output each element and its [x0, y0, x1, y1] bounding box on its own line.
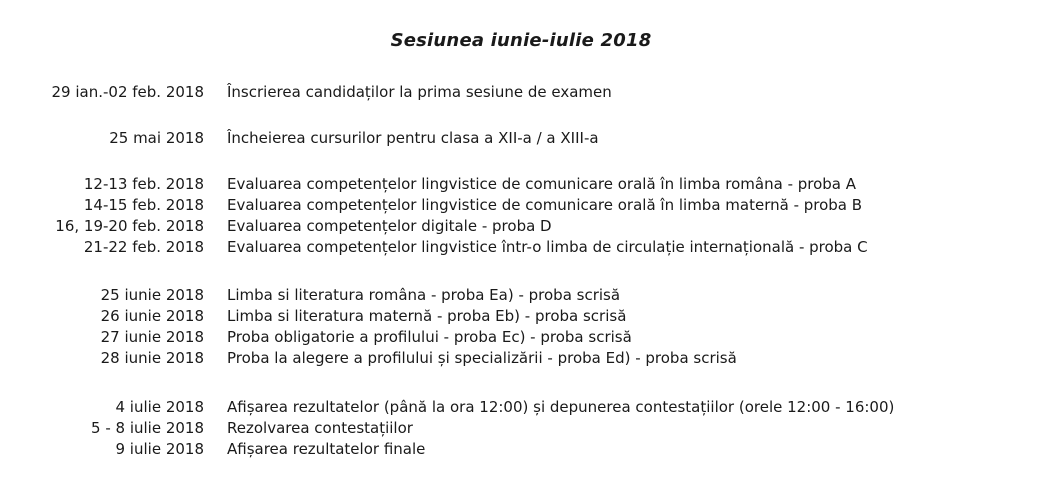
schedule-description: Afișarea rezultatelor finale [227, 440, 426, 458]
schedule-group-competency-evaluations [0, 174, 1042, 258]
schedule-date: 29 ian.-02 feb. 2018 [51, 83, 204, 101]
schedule-date: 25 iunie 2018 [100, 286, 204, 304]
schedule-description: Evaluarea competențelor lingvistice de comunicare orală în limba româna - proba A [227, 175, 857, 193]
page-title: Sesiunea iunie-iulie 2018 [390, 30, 652, 51]
schedule-row [0, 285, 1042, 306]
schedule-date: 9 iulie 2018 [115, 440, 204, 458]
schedule-row [0, 397, 1042, 418]
schedule-date: 21-22 feb. 2018 [83, 238, 204, 256]
schedule-row [0, 174, 1042, 195]
schedule-row [0, 216, 1042, 237]
schedule-row [0, 128, 1042, 149]
schedule-description: Afișarea rezultatelor (până la ora 12:00) și depunerea contestațiilor (orele 12:00 - 16:00) [227, 398, 895, 416]
schedule-description: Încheierea cursurilor pentru clasa a XII-a / a XIII-a [227, 129, 599, 147]
schedule-row [0, 82, 1042, 103]
schedule-description: Înscrierea candidaților la prima sesiune de examen [227, 83, 612, 101]
schedule-date: 12-13 feb. 2018 [83, 175, 204, 193]
schedule-row [0, 418, 1042, 439]
schedule-description: Proba la alegere a profilului și specializării - proba Ed) - proba scrisă [227, 349, 737, 367]
schedule-description: Limba si literatura maternă - proba Eb) - proba scrisă [227, 307, 627, 325]
schedule-description: Limba si literatura româna - proba Ea) - proba scrisă [227, 286, 621, 304]
schedule-date: 5 - 8 iulie 2018 [91, 419, 204, 437]
schedule-row [0, 195, 1042, 216]
schedule-date: 16, 19-20 feb. 2018 [55, 217, 204, 235]
schedule-description: Evaluarea competențelor lingvistice de comunicare orală în limba maternă - proba B [227, 196, 863, 214]
schedule-description: Evaluarea competențelor lingvistice într-o limba de circulație internațională - proba C [227, 238, 868, 256]
schedule-group-results [0, 397, 1042, 460]
schedule-group-registration [0, 82, 1042, 103]
schedule-description: Proba obligatorie a profilului - proba Ec) - proba scrisă [227, 328, 632, 346]
schedule-date: 27 iunie 2018 [100, 328, 204, 346]
schedule-date: 26 iunie 2018 [100, 307, 204, 325]
schedule-date: 28 iunie 2018 [100, 349, 204, 367]
schedule-row [0, 306, 1042, 327]
schedule-date: 14-15 feb. 2018 [83, 196, 204, 214]
schedule-row [0, 237, 1042, 258]
schedule-row [0, 327, 1042, 348]
schedule-group-courses-end [0, 128, 1042, 149]
schedule-description: Rezolvarea contestațiilor [227, 419, 413, 437]
schedule-row [0, 348, 1042, 369]
schedule-row [0, 439, 1042, 460]
schedule-group-written-exams [0, 285, 1042, 369]
schedule-date: 4 iulie 2018 [115, 398, 204, 416]
schedule-description: Evaluarea competențelor digitale - proba D [227, 217, 552, 235]
schedule-date: 25 mai 2018 [109, 129, 204, 147]
